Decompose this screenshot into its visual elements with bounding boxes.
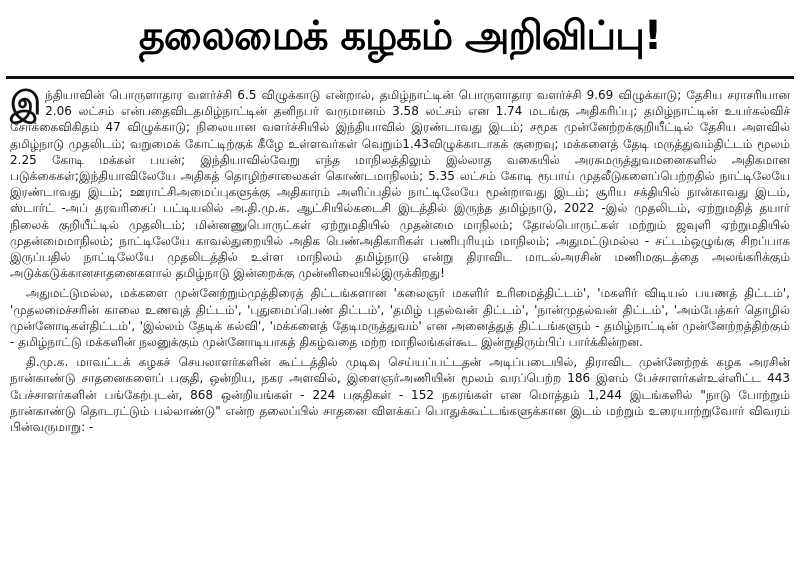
article-paragraph-3: தி.மு.க. மாவட்டக் கழகச் செயலாளர்களின் கூட்டத்தில் முடிவு செய்யப்பட்டதன் அடிப்படையில், திராவிட முன்னேற்றக் கழக அரசின் நான்காண்டு சாதனைகளைப் பகுதி, ஒன்றிய, நகர அளவில், இளைஞர்அணியின் மூலம் வரப்பெற்ற 186 இளம் பேச்சாளர்கள்உள்ளிட்ட 443 பேச்சாளர்களின் பங்கேற்புடன், 868 ஒன்றியங்கள் - 224 பகுதிகள் - 152 நகரங்கள் என மொத்தம் 1,244 இடங்களில் "நாடு போற்றும் நான்காண்டு தொடரட்டும் பல்லாண்டு" என்ற தலைப்பில் சாதனை விளக்கப் பொதுக்கூட்டங்களுக்கான இடம் மற்றும் உரையாற்றுவோர் விவரம் பின்வருமாறு: - <box>10 355 790 435</box>
headline-banner <box>6 0 794 79</box>
drop-cap: இ <box>10 84 42 122</box>
headline-title: தலைமைக் கழகம் அறிவிப்பு! <box>138 12 662 59</box>
article-paragraph-1 <box>10 84 790 281</box>
article-paragraph-2: அதுமட்டுமல்ல, மக்களை முன்னேற்றும்முத்திரைத் திட்டங்களான 'கலைஞர் மகளிர் உரிமைத்திட்டம்', 'மகளிர் விடியல் பயணத் திட்டம்', 'முதலமைச்சரின் காலை உணவுத் திட்டம்', 'புதுமைப்பெண் திட்டம்', 'தமிழ் புதல்வன் திட்டம்', 'நான்முதல்வன் திட்டம்', 'அம்பேத்கர் தொழில் முன்னோடிகள்திட்டம்', 'இல்லம் தேடிக் கல்வி', 'மக்களைத் தேடிமருத்துவம்' என அனைத்துத் திட்டங்களும் - தமிழ்நாட்டின் முன்னேற்றத்திற்கும் - தமிழ்நாட்டு மக்களின் நலனுக்கும் முன்னோடியாகத் திகழ்வதை மற்ற மாநிலங்கள்கூட இன்றுதிரும்பிப் பார்க்கின்றன. <box>10 286 790 350</box>
paragraph-1-text: ந்தியாவின் பொருளாதார வளர்ச்சி 6.5 விழுக்காடு என்றால், தமிழ்நாட்டின் பொருளாதார வளர்ச்சி 9.69 விழுக்காடு; தேசிய சராசரியான 2.06 லட்சம் என்பதைவிடதமிழ்நாட்டின் தனிநபர் வருமானம் 3.58 லட்சம் என 1.74 மடங்கு அதிகரிப்பு; தமிழ்நாட்டின் உயர்கல்விச் சேர்க்கைவிகிதம் 47 விழுக்காடு; நிலையான வளர்ச்சியில் இந்தியாவில் இரண்டாவது இடம்; சமூக முன்னேற்றக்குறியீட்டில் தேசிய அளவில் தமிழ்நாடு முதலிடம்; வறுமைக் கோட்டிற்குக் கீழே உள்ளவர்கள் வெறும்1.43விழுக்காடாகக் குறைவு; மக்களைத் தேடி மருத்துவம்திட்டம் மூலம் 2.25 கோடி மக்கள் பயன்; இந்தியாவில்வேறு எந்த மாநிலத்திலும் இல்லாத வகையில் அரசுமருத்துவமனைகளில் அதிகமான படுக்கைகள்;இந்தியாவிலேயே அதிகத் தொழிற்சாலைகள் கொண்டமாநிலம்; 5.35 லட்சம் கோடி ரூபாய் முதலீடுகளைப்பெற்றதில் நாட்டிலேயே இரண்டாவது இடம்; ஊராட்சிஅமைப்புகளுக்கு அதிகாரம் அளிப்பதில் நாட்டிலேயே மூன்றாவது இடம்; சூரிய சக்தியில் நான்காவது இடம், ஸ்டார்ட் -அப் தரவரிசைப் பட்டியலில் அ.தி.மு.க. ஆட்சியில்கடைசி இடத்தில் இருந்த தமிழ்நாடு, 2022 -இல் முதலிடம், ஏற்றுமதித் தயார் நிலைக் குறியீட்டில் முதலிடம்; மின்னணுபொருட்கள் ஏற்றுமதியில் முதன்மை மாநிலம்; தோல்பொருட்கள் மற்றும் ஜவுளி ஏற்றுமதியில் முதன்மைமாநிலம்; நாட்டிலேயே காவல்துறையில் அதிக பெண்அதிகாரிகள் பணிபுரியும் மாநிலம்; அதுமட்டுமல்ல - சட்டம்ஒழுங்கு சிறப்பாக இருப்பதில் நாட்டிலேயே முதலிடத்தில் உள்ள மாநிலம் தமிழ்நாடு என்று திராவிட மாடல்அரசின் மணிமகுடத்தை அலங்கரிக்கும் அடுக்கடுக்கானசாதனைகளால் தமிழ்நாடு இன்றைக்கு முன்னிலையில்இருக்கிறது! <box>10 88 790 281</box>
article-body <box>0 79 800 435</box>
